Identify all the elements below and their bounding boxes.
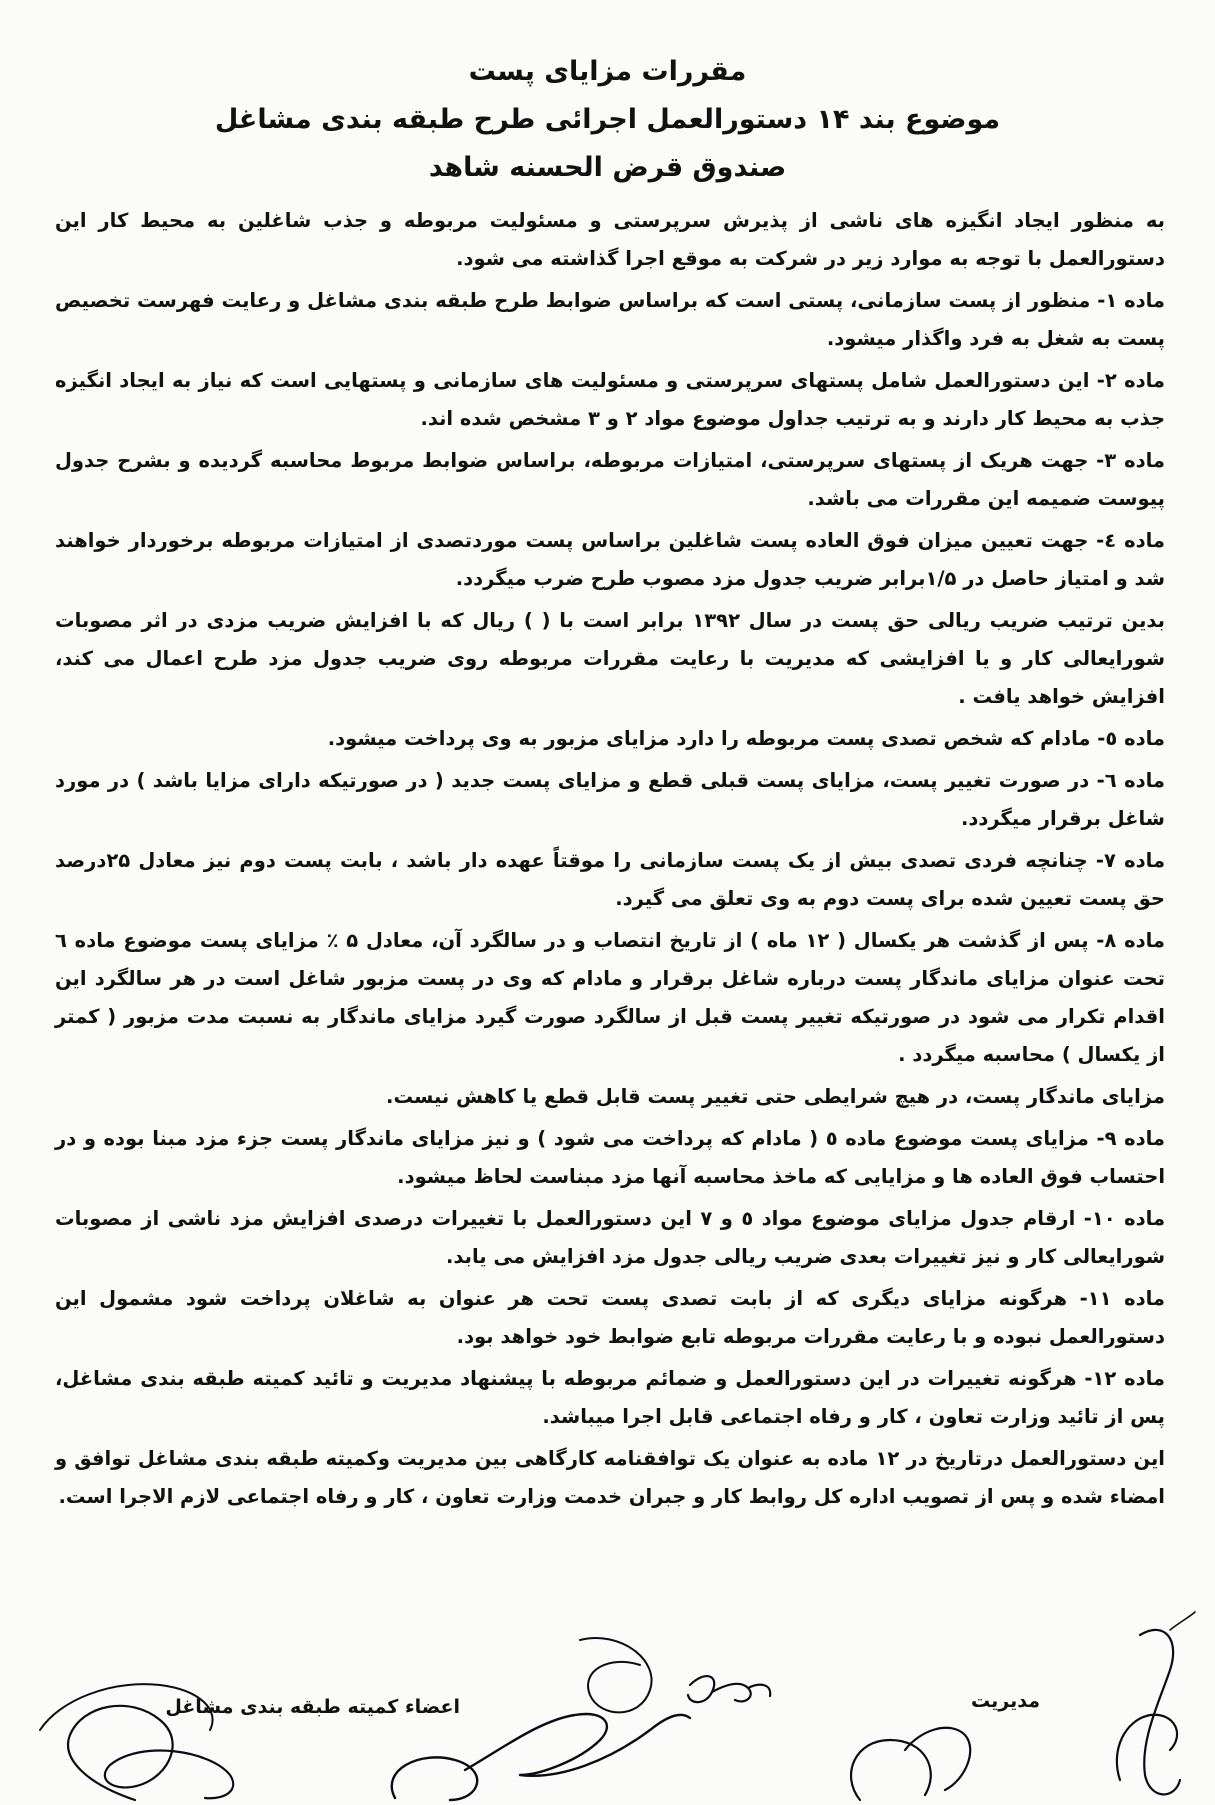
article-10: ماده ۱۰- ارقام جدول مزایای موضوع مواد ٥ و ۷ این دستورالعمل با تغییرات درصدی افزایش مزد ناشی از مصوبات شورایعالی کار و نیز تغییرات بعدی ضریب ریالی جدول مزد افزایش می یابد. (55, 1207, 1166, 1268)
document-title: مقررات مزایای پست (468, 56, 747, 87)
intro-paragraph: به منظور ایجاد انگیزه های ناشی از پذیرش سرپرستی و مسئولیت مربوطه و جذب شاغلین به محیط کار این دستورالعمل با توجه به موارد زیر در شرکت به موقع اجرا گذاشته می شود. (55, 209, 1165, 270)
signature-right-tick (1170, 1612, 1195, 1630)
closing-paragraph: این دستورالعمل درتاریخ در ۱۲ ماده به عنوان یک توافقنامه کارگاهی بین مدیریت وکمیته طبقه بندی مشاغل توافق و امضاء شده و پس از تصویب اداره کل روابط کار و جبران خدمت وزارت تعاون ، کار و رفاه اجتماعی لازم الاجرا است. (55, 1447, 1165, 1508)
signature-right-center (851, 1728, 970, 1800)
signature-center-left (392, 1714, 690, 1800)
article-5: ماده ٥- مادام که شخص تصدی پست مربوطه را دارد مزایای مزبور به وی پرداخت میشود. (327, 727, 1165, 750)
organization-name: صندوق قرض الحسنه شاهد (428, 152, 787, 183)
document-body (55, 202, 1165, 1520)
article-9: ماده ۹- مزایای پست موضوع ماده ٥ ( مادام که پرداخت می شود ) و نیز مزایای ماندگار پست جزء مزد مبنا بوده و در احتساب فوق العاده ها و مزایایی که ماخذ محاسبه آنها مزد مبناست لحاظ میشود. (55, 1127, 1165, 1188)
article-1: ماده ۱- منظور از پست سازمانی، پستی است که براساس ضوابط طرح طبقه بندی مشاغل و رعایت فهرست تخصیص پست به شغل به فرد واگذار میشود. (55, 289, 1165, 350)
article-3: ماده ۳- جهت هریک از پستهای سرپرستی، امتیازات مربوطه، براساس ضوابط مربوط محاسبه گردیده و بشرح جدول پیوست ضمیمه این مقررات می باشد. (55, 449, 1165, 510)
signature-right (1117, 1630, 1180, 1795)
article-8-note: مزایای ماندگار پست، در هیچ شرایطی حتی تغییر پست قابل قطع یا کاهش نیست. (386, 1085, 1165, 1108)
document-subtitle: موضوع بند ۱۴ دستورالعمل اجرائی طرح طبقه بندی مشاغل (214, 104, 1001, 135)
rate-note: بدین ترتیب ضریب ریالی حق پست در سال ۱۳۹۲ برابر است با ( ) ریال که با افزایش ضریب مزدی در اثر مصوبات شورایعالی کار و یا افزایشی که مدیریت با رعایت مقررات مربوطه روی ضریب جدول مزد طرح اعمال می کند، افزایش خواهد یافت . (55, 609, 1166, 708)
signature-center (688, 1676, 770, 1702)
article-11: ماده ۱۱- هرگونه مزایای دیگری که از بابت تصدی پست تحت هر عنوان به شاغلان پرداخت شود مشمول این دستورالعمل نبوده و با رعایت مقررات مربوطه تابع ضوابط خود خواهد بود. (55, 1287, 1165, 1348)
committee-signature-label: اعضاء کمیته طبقه بندی مشاغل (165, 1696, 460, 1718)
article-4: ماده ٤- جهت تعیین میزان فوق العاده پست شاغلین براساس پست موردتصدی از امتیازات مربوطه برخوردار خواهند شد و امتیاز حاصل در ۱/۵برابر ضریب جدول مزد مصوب طرح ضرب میگردد. (55, 529, 1165, 590)
article-12: ماده ۱۲- هرگونه تغییرات در این دستورالعمل و ضمائم مربوطه با پیشنهاد مدیریت و تائید کمیته طبقه بندی مشاغل، پس از تائید وزارت تعاون ، کار و رفاه اجتماعی قابل اجرا میباشد. (55, 1367, 1165, 1428)
article-2: ماده ۲- این دستورالعمل شامل پستهای سرپرستی و مسئولیت های سازمانی و پستهایی است که نیاز به ایجاد انگیزه جذب به محیط کار دارند و به ترتیب جداول موضوع مواد ۲ و ۳ مشخص شده اند. (55, 369, 1165, 430)
document-header (0, 48, 1215, 192)
article-6: ماده ٦- در صورت تغییر پست، مزایای پست قبلی قطع و مزایای پست جدید ( در صورتیکه دارای مزایا باشد ) در مورد شاغل برقرار میگردد. (55, 769, 1165, 830)
management-signature-label: مدیریت (971, 1690, 1040, 1712)
signature-left (68, 1706, 233, 1800)
article-8: ماده ۸- پس از گذشت هر یکسال ( ۱۲ ماه ) از تاریخ انتصاب و در سالگرد آن، معادل ۵ ٪ مزایای پست موضوع ماده ٦ تحت عنوان مزایای ماندگار پست درباره شاغل برقرار و مادام که وی در پست مزبور شاغل است در هر سالگرد این اقدام تکرار می شود در صورتیکه تغییر پست قبل از سالگرد صورت گیرد مزایای ماندگار به نسبت مدت مزبور ( کمتر از یکسال ) محاسبه میگردد . (55, 929, 1165, 1066)
signature-center-loop (580, 1638, 652, 1712)
article-7: ماده ۷- چنانچه فردی تصدی بیش از یک پست سازمانی را موقتاً عهده دار باشد ، بابت پست دوم نیز معادل ۲۵درصد حق پست تعیین شده برای پست دوم به وی تعلق می گیرد. (55, 849, 1166, 910)
signature-area (0, 1600, 1215, 1805)
